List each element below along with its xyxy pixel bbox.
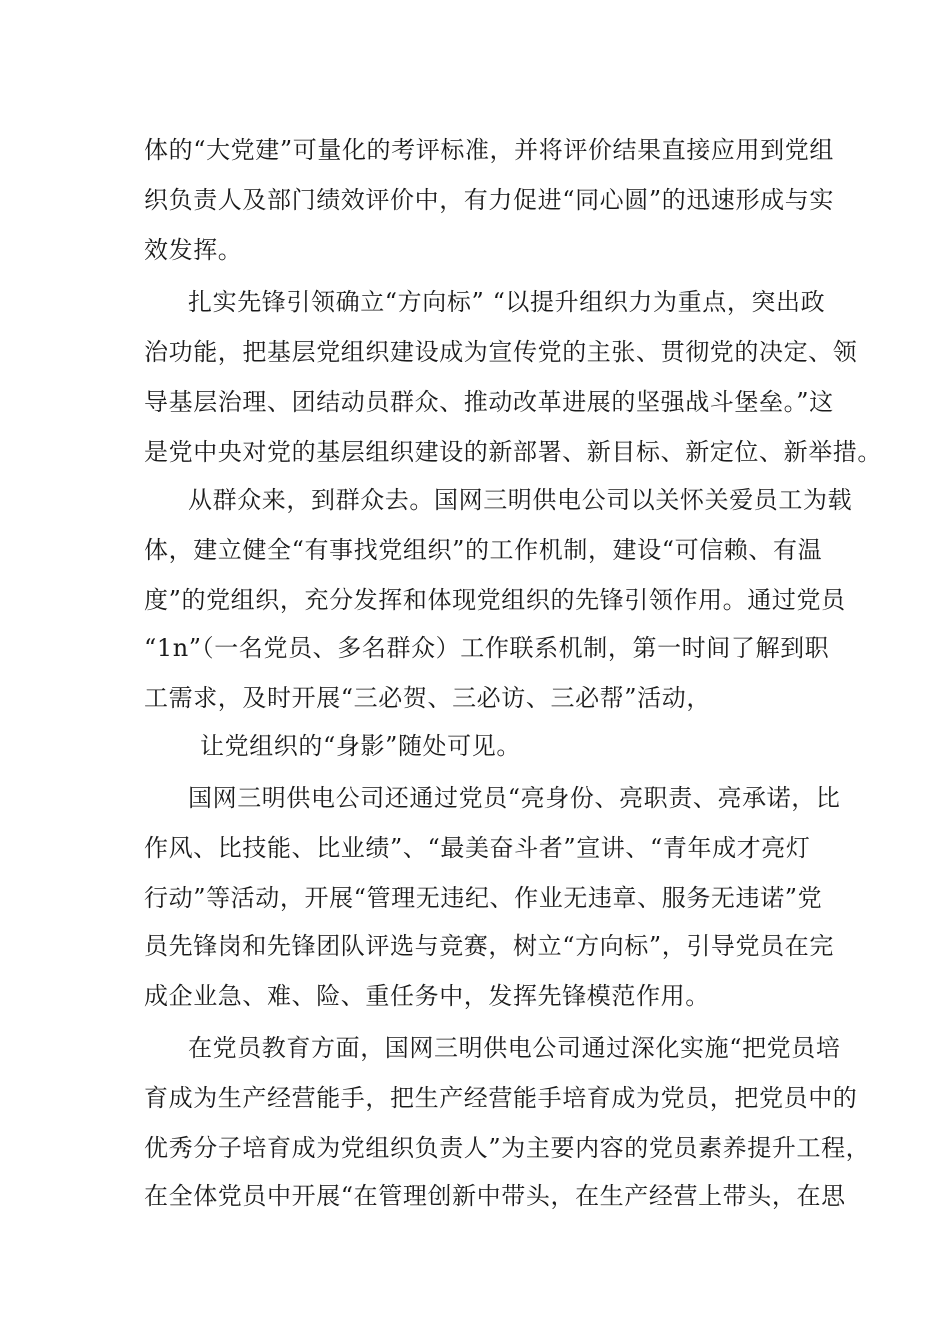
text-line: 作风、比技能、比业绩”、“最美奋斗者”宣讲、“青年成才亮灯	[144, 834, 811, 862]
text-line: 国网三明供电公司还通过党员“亮身份、亮职责、亮承诺，比	[188, 784, 841, 812]
text-line: “1n”（一名党员、多名群众）工作联系机制，第一时间了解到职	[144, 634, 830, 662]
text-line: 工需求，及时开展“三必贺、三必访、三必帮”活动，	[144, 684, 711, 712]
text-line: 在全体党员中开展“在管理创新中带头，在生产经营上带头，在思	[144, 1182, 846, 1210]
text-line: 行动”等活动，开展“管理无违纪、作业无违章、服务无违诺”党	[144, 884, 823, 912]
text-line: 优秀分子培育成为党组织负责人”为主要内容的党员素养提升工程，	[144, 1134, 871, 1162]
text-line: 体，建立健全“有事找党组织”的工作机制，建设“可信赖、有温	[144, 536, 823, 564]
text-line: 治功能，把基层党组织建设成为宣传党的主张、贯彻党的决定、领	[144, 338, 858, 366]
text-line: 育成为生产经营能手，把生产经营能手培育成为党员，把党员中的	[144, 1084, 858, 1112]
text-line: 体的“大党建”可量化的考评标准，并将评价结果直接应用到党组	[144, 136, 834, 164]
text-line: 让党组织的“身影”随处可见。	[200, 732, 521, 760]
text-line: 度”的党组织，充分发挥和体现党组织的先锋引领作用。通过党员	[144, 586, 846, 614]
text-line: 是党中央对党的基层组织建设的新部署、新目标、新定位、新举措。	[144, 438, 882, 466]
text-line: 成企业急、难、险、重任务中，发挥先锋模范作用。	[144, 982, 710, 1010]
text-line: 织负责人及部门绩效评价中，有力促进“同心圆”的迅速形成与实	[144, 186, 834, 214]
text-line: 扎实先锋引领确立“方向标” “以提升组织力为重点，突出政	[188, 288, 826, 316]
text-line: 导基层治理、团结动员群众、推动改革进展的坚强战斗堡垒。”这	[144, 388, 834, 416]
text-line: 员先锋岗和先锋团队评选与竞赛，树立“方向标”，引导党员在完	[144, 932, 834, 960]
text-line: 效发挥。	[144, 236, 243, 264]
text-line: 在党员教育方面，国网三明供电公司通过深化实施“把党员培	[188, 1034, 841, 1062]
text-line: 从群众来，到群众去。国网三明供电公司以关怀关爱员工为载	[188, 486, 853, 514]
